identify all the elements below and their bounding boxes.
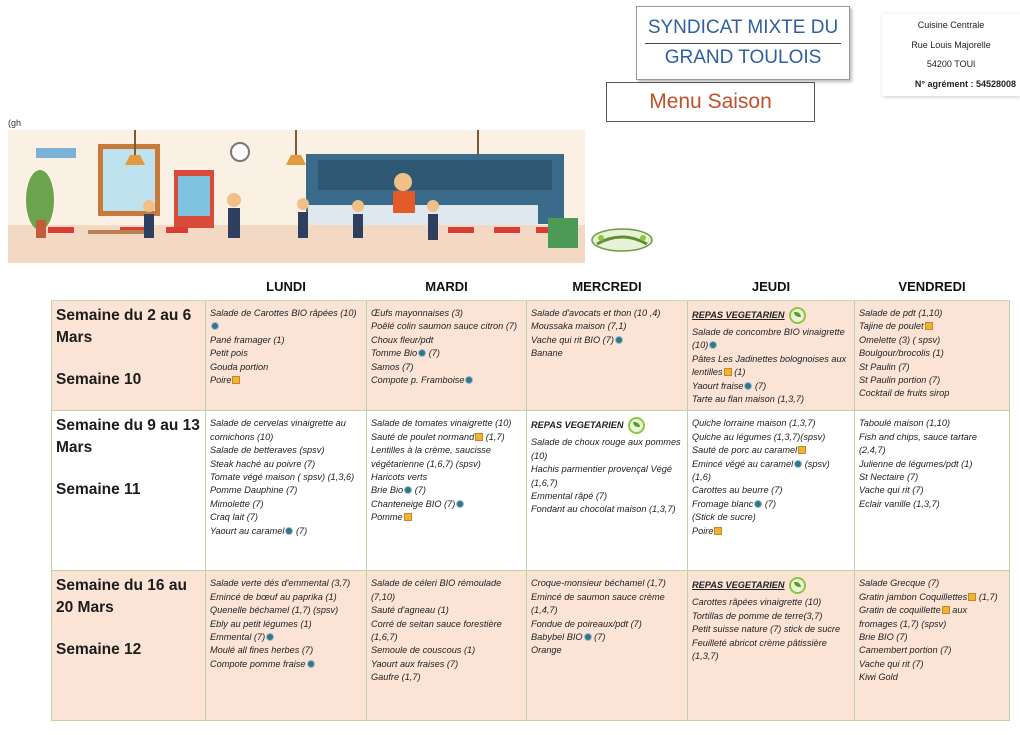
bio-label-icon bbox=[584, 633, 592, 641]
menu-item-text: Salade verte dés d'emmental (3,7) bbox=[210, 578, 351, 589]
day-header: MERCREDI bbox=[527, 273, 688, 301]
day-menu-cell bbox=[206, 301, 367, 411]
day-menu-cell bbox=[855, 571, 1010, 721]
menu-item bbox=[859, 591, 1005, 604]
day-menu-cell bbox=[527, 571, 688, 721]
menu-item bbox=[531, 320, 683, 333]
menu-item-text: Vache qui rit (7) bbox=[859, 658, 924, 669]
menu-item bbox=[210, 458, 362, 471]
menu-item bbox=[692, 596, 850, 609]
menu-item-text: Lentilles à la crème, saucisse végétarienne (1,6,7) (spsv) bbox=[371, 445, 492, 469]
menu-item bbox=[210, 604, 362, 617]
day-menu-cell bbox=[527, 411, 688, 571]
menu-item bbox=[210, 577, 362, 590]
menu-item-text: St Nectaire (7) bbox=[859, 472, 919, 483]
menu-item-text: Brie Bio bbox=[371, 485, 404, 496]
menu-item bbox=[210, 361, 362, 374]
agrement-number: N° agrément : 54528008 bbox=[914, 78, 1016, 89]
menu-item bbox=[531, 618, 683, 631]
menu-item bbox=[692, 525, 850, 538]
menu-item-text: Sauté de porc au caramel bbox=[692, 445, 798, 456]
menu-item bbox=[210, 498, 362, 511]
menu-item bbox=[859, 577, 1005, 590]
menu-item-text: Gouda portion bbox=[210, 361, 269, 372]
menu-item bbox=[210, 658, 362, 671]
menu-item-text: Compote pomme fraise bbox=[210, 658, 306, 669]
menu-item bbox=[859, 644, 1005, 657]
menu-item-text: Vache qui rit BIO (7) bbox=[531, 334, 614, 345]
menu-item-text: Brie BIO (7) bbox=[859, 632, 908, 643]
local-product-icon bbox=[232, 376, 240, 384]
menu-item-text: Salade de céleri BIO rémoulade (7,10) bbox=[371, 578, 502, 602]
menu-item-text: Sauté d'agneau (1) bbox=[371, 605, 449, 616]
menu-item-text: Choux fleur/pdt bbox=[371, 334, 434, 345]
menu-item-text: St Paulin portion (7) bbox=[859, 375, 941, 386]
menu-item bbox=[692, 353, 850, 380]
day-menu-cell bbox=[688, 301, 855, 411]
menu-item-text: Babybel BIO bbox=[531, 632, 583, 643]
menu-item-text: Salade d'avocats et thon (10 ,4) bbox=[531, 308, 661, 318]
bio-label-icon bbox=[754, 500, 762, 508]
menu-item-text: Camembert portion (7) bbox=[859, 645, 952, 656]
menu-item-text: Vache qui rit (7) bbox=[859, 485, 924, 496]
menu-item-text: Compote p. Framboise bbox=[371, 375, 465, 386]
menu-item bbox=[210, 618, 362, 631]
menu-item bbox=[692, 380, 850, 393]
vegetarian-leaf-icon bbox=[789, 577, 806, 594]
menu-item-text: Sauté de poulet normand bbox=[371, 431, 475, 442]
menu-item-suffix: (7) bbox=[764, 498, 777, 509]
bio-label-icon bbox=[709, 341, 717, 349]
menu-item bbox=[371, 618, 522, 645]
menu-item bbox=[531, 307, 683, 320]
menu-item bbox=[371, 361, 522, 374]
bio-label-icon bbox=[456, 500, 464, 508]
menu-item-suffix: (1) bbox=[734, 367, 746, 378]
menu-item-text: Salade de cervelas vinaigrette au cornichons (10) bbox=[210, 418, 346, 442]
organization-title-box bbox=[636, 6, 850, 80]
week-row bbox=[52, 301, 1010, 411]
menu-item bbox=[371, 577, 522, 604]
menu-item-suffix: (1,7) bbox=[485, 431, 505, 442]
menu-item bbox=[210, 631, 362, 644]
vegetarian-meal-banner bbox=[692, 307, 850, 324]
menu-item bbox=[859, 347, 1005, 360]
menu-item-text: Fondue de poireaux/pdt (7) bbox=[531, 618, 642, 629]
local-product-icon bbox=[968, 593, 976, 601]
menu-item bbox=[371, 347, 522, 360]
menu-item-suffix: (7) bbox=[594, 632, 606, 643]
menu-item-suffix: (spsv) (1,6) bbox=[692, 458, 830, 483]
address-line: Rue Louis Majorelle bbox=[911, 39, 991, 50]
week-dates: Semaine du 16 au 20 Mars bbox=[56, 577, 187, 617]
menu-item-text: Pomme Dauphine (7) bbox=[210, 485, 298, 496]
menu-item bbox=[692, 393, 850, 406]
organization-name-line2: GRAND TOULOIS bbox=[664, 47, 822, 68]
menu-item bbox=[371, 658, 522, 671]
title-divider bbox=[645, 43, 841, 44]
vegetarian-meal-banner bbox=[692, 577, 850, 594]
menu-item bbox=[859, 431, 1005, 458]
vegetarian-meal-banner bbox=[531, 417, 683, 434]
spring-logo bbox=[587, 218, 657, 262]
day-menu-cell bbox=[367, 571, 527, 721]
menu-item bbox=[371, 484, 522, 497]
day-menu-cell bbox=[367, 411, 527, 571]
weekly-menu-table bbox=[51, 273, 1010, 721]
menu-item bbox=[210, 374, 362, 387]
menu-item bbox=[692, 326, 850, 353]
menu-item-text: Salade de pdt (1,10) bbox=[859, 308, 943, 318]
address-line: Cuisine Centrale bbox=[917, 20, 985, 30]
menu-item-text: Tarte au flan maison (1,3,7) bbox=[692, 394, 805, 405]
day-menu-cell bbox=[527, 301, 688, 411]
menu-item bbox=[531, 334, 683, 347]
week-dates: Semaine du 9 au 13 Mars bbox=[56, 417, 200, 457]
menu-item-text: Tomme Bio bbox=[371, 348, 418, 359]
menu-item bbox=[210, 525, 362, 538]
menu-item-text: Quiche au légumes (1,3,7)(spsv) bbox=[692, 431, 826, 442]
menu-item-text: Petit pois bbox=[210, 348, 248, 359]
menu-item-text: Haricots verts bbox=[371, 472, 428, 483]
menu-item-text: Yaourt au caramel bbox=[210, 525, 285, 536]
menu-item-text: Gratin jambon Coquillettes bbox=[859, 591, 968, 602]
menu-item bbox=[531, 644, 683, 657]
menu-item-text: Croque-monsieur béchamel (1,7) bbox=[531, 578, 666, 589]
menu-item-text: Salade de tomates vinaigrette (10) bbox=[371, 418, 512, 429]
menu-item-text: Emincé de saumon sauce crème (1,4,7) bbox=[531, 591, 665, 616]
menu-item-suffix: (1,7) bbox=[978, 591, 998, 602]
menu-item-text: Kiwi Gold bbox=[859, 672, 898, 683]
menu-item bbox=[371, 431, 522, 444]
menu-item bbox=[692, 484, 850, 497]
menu-item-text: Steak haché au poivre (7) bbox=[210, 458, 316, 469]
day-header: LUNDI bbox=[206, 273, 367, 301]
menu-item bbox=[210, 307, 362, 334]
menu-item-text: Chanteneige BIO (7) bbox=[371, 498, 456, 509]
menu-item bbox=[371, 307, 522, 320]
menu-item-text: (Stick de sucre) bbox=[692, 512, 756, 523]
menu-item-text: Poire bbox=[210, 375, 232, 386]
menu-item-text: Omelette (3) ( spsv) bbox=[859, 334, 941, 345]
header-corner bbox=[52, 273, 206, 301]
bio-label-icon bbox=[615, 336, 623, 344]
menu-item bbox=[859, 498, 1005, 511]
menu-item bbox=[371, 374, 522, 387]
menu-item bbox=[859, 484, 1005, 497]
menu-item-text: Moussaka maison (7,1) bbox=[531, 321, 627, 332]
day-menu-cell bbox=[206, 571, 367, 721]
menu-item-text: Ebly au petit légumes (1) bbox=[210, 618, 312, 629]
menu-item-text: Salade de Carottes BIO râpées (10) bbox=[210, 308, 357, 318]
menu-item bbox=[692, 458, 850, 485]
week-label-cell bbox=[52, 411, 206, 571]
menu-item bbox=[371, 604, 522, 617]
day-menu-cell bbox=[688, 411, 855, 571]
menu-item-suffix: (7) bbox=[754, 380, 767, 391]
bio-label-icon bbox=[418, 349, 426, 357]
day-header: JEUDI bbox=[688, 273, 855, 301]
menu-item-text: Eclair vanille (1,3,7) bbox=[859, 498, 940, 509]
bio-label-icon bbox=[404, 486, 412, 494]
menu-item bbox=[371, 471, 522, 484]
menu-item bbox=[859, 471, 1005, 484]
menu-item-text: Carottes râpées vinaigrette (10) bbox=[692, 597, 822, 608]
menu-item bbox=[531, 463, 683, 490]
menu-item-text: Craq lait (7) bbox=[210, 512, 258, 523]
menu-item-text: Salade de betteraves (spsv) bbox=[210, 445, 325, 456]
menu-item bbox=[692, 637, 850, 664]
menu-item bbox=[859, 671, 1005, 684]
day-header-row bbox=[52, 273, 1010, 301]
menu-item-text: Carottes au beurre (7) bbox=[692, 485, 783, 496]
menu-item-suffix: (7) bbox=[414, 485, 426, 496]
menu-item-text: Emmental râpé (7) bbox=[531, 491, 608, 502]
menu-item-text: Quiche lorraine maison (1,3,7) bbox=[692, 418, 816, 429]
menu-item-text: Julienne de légumes/pdt (1) bbox=[859, 458, 973, 469]
menu-item bbox=[371, 444, 522, 471]
week-row bbox=[52, 571, 1010, 721]
menu-item bbox=[692, 511, 850, 524]
menu-item bbox=[692, 498, 850, 511]
week-label-cell bbox=[52, 301, 206, 411]
day-menu-cell bbox=[855, 411, 1010, 571]
menu-item-text: Banane bbox=[531, 348, 563, 359]
menu-item-text: Quenelle béchamel (1,7) (spsv) bbox=[210, 605, 339, 616]
menu-item-suffix: (7) bbox=[295, 525, 308, 536]
menu-item bbox=[210, 347, 362, 360]
address-line: 54200 TOUl bbox=[926, 59, 976, 69]
menu-item bbox=[531, 347, 683, 360]
menu-item-text: Poire bbox=[692, 525, 714, 536]
day-header: MARDI bbox=[367, 273, 527, 301]
menu-item bbox=[692, 444, 850, 457]
menu-item bbox=[531, 591, 683, 618]
week-number: Semaine 12 bbox=[56, 641, 142, 659]
address-block bbox=[882, 14, 1020, 96]
menu-item-text: Feuilleté abricot crème pâtissière (1,3,7) bbox=[692, 637, 827, 662]
menu-item bbox=[692, 610, 850, 623]
menu-item-text: Orange bbox=[531, 645, 562, 656]
vegetarian-leaf-icon bbox=[789, 307, 806, 324]
week-number: Semaine 11 bbox=[56, 481, 141, 499]
bio-label-icon bbox=[266, 633, 274, 641]
local-product-icon bbox=[798, 446, 806, 454]
menu-item-text: Corré de seitan sauce forestière (1,6,7) bbox=[371, 618, 502, 643]
menu-item bbox=[210, 334, 362, 347]
menu-item-text: Salade de choux rouge aux pommes (10) bbox=[531, 437, 681, 461]
menu-item bbox=[859, 374, 1005, 387]
bio-label-icon bbox=[285, 527, 293, 535]
menu-item-text: Pomme bbox=[371, 512, 403, 523]
week-number: Semaine 10 bbox=[56, 371, 142, 388]
menu-item bbox=[531, 503, 683, 516]
menu-item bbox=[859, 387, 1005, 400]
canteen-illustration bbox=[8, 130, 585, 263]
vegetarian-label: REPAS VEGETARIEN bbox=[531, 420, 624, 431]
menu-item-text: Fromage blanc bbox=[692, 498, 754, 509]
menu-item-text: Samos (7) bbox=[371, 361, 414, 372]
menu-item bbox=[371, 417, 522, 430]
menu-item bbox=[210, 417, 362, 444]
menu-item bbox=[859, 458, 1005, 471]
menu-item bbox=[692, 417, 850, 430]
menu-item bbox=[859, 361, 1005, 374]
organization-name-line1: SYNDICAT MIXTE DU bbox=[647, 17, 839, 38]
menu-item bbox=[371, 511, 522, 524]
menu-title: Menu Saison bbox=[606, 82, 815, 122]
menu-item bbox=[859, 334, 1005, 347]
menu-item bbox=[210, 644, 362, 657]
menu-item-text: Moulé all fines herbes (7) bbox=[210, 645, 314, 656]
day-menu-cell bbox=[367, 301, 527, 411]
day-header: VENDREDI bbox=[855, 273, 1010, 301]
menu-item bbox=[371, 320, 522, 333]
menu-item-text: Salade Grecque (7) bbox=[859, 578, 940, 589]
menu-item-text: Fish and chips, sauce tartare (2,4,7) bbox=[859, 431, 977, 456]
menu-item bbox=[371, 644, 522, 657]
menu-item-text: Emincé de bœuf au paprika (1) bbox=[210, 591, 337, 602]
menu-item bbox=[692, 623, 850, 636]
menu-item bbox=[531, 490, 683, 503]
menu-item-text: Pâtes Les Jadinettes bolognoises aux lentilles bbox=[692, 353, 847, 378]
menu-item-text: Tortillas de pomme de terre(3,7) bbox=[692, 610, 823, 621]
menu-item-text: St Paulin (7) bbox=[859, 361, 910, 372]
week-label-cell bbox=[52, 571, 206, 721]
menu-item bbox=[859, 307, 1005, 320]
local-product-icon bbox=[404, 513, 412, 521]
menu-item-text: Boulgour/brocolis (1) bbox=[859, 348, 944, 359]
bio-label-icon bbox=[307, 660, 315, 668]
bio-label-icon bbox=[211, 322, 219, 330]
menu-item bbox=[531, 577, 683, 590]
menu-item-suffix: (7) bbox=[428, 348, 440, 359]
day-menu-cell bbox=[688, 571, 855, 721]
menu-item-text: Fondant au chocolat maison (1,3,7) bbox=[531, 504, 676, 515]
menu-item bbox=[859, 604, 1005, 631]
menu-item bbox=[531, 631, 683, 644]
menu-item bbox=[210, 471, 362, 484]
menu-item-text: Taboulé maison (1,10) bbox=[859, 418, 951, 429]
menu-item-text: Yaourt aux fraises (7) bbox=[371, 658, 459, 669]
menu-item bbox=[371, 334, 522, 347]
menu-item-text: Cocktail de fruits sirop bbox=[859, 388, 950, 399]
day-menu-cell bbox=[206, 411, 367, 571]
bio-label-icon bbox=[465, 376, 473, 384]
local-product-icon bbox=[724, 368, 732, 376]
bio-label-icon bbox=[744, 382, 752, 390]
menu-item bbox=[210, 444, 362, 457]
menu-item-suffix: aux fromages (1,7) (spsv) bbox=[859, 605, 968, 629]
menu-item bbox=[859, 631, 1005, 644]
menu-item bbox=[859, 658, 1005, 671]
menu-item-text: Gaufre (1,7) bbox=[371, 672, 421, 683]
vegetarian-leaf-icon bbox=[628, 417, 645, 434]
menu-item-text: Mimolette (7) bbox=[210, 498, 264, 509]
menu-item bbox=[859, 320, 1005, 333]
menu-item bbox=[531, 436, 683, 463]
menu-item-text: Yaourt fraise bbox=[692, 380, 744, 391]
menu-item bbox=[859, 417, 1005, 430]
menu-item-text: Hachis parmentier provençal Végé (1,6,7) bbox=[531, 464, 672, 488]
vegetarian-label: REPAS VEGETARIEN bbox=[692, 309, 785, 320]
vegetarian-label: REPAS VEGETARIEN bbox=[692, 580, 785, 591]
menu-item-text: Emincé végé au caramel bbox=[692, 458, 794, 469]
menu-item bbox=[210, 484, 362, 497]
week-row bbox=[52, 411, 1010, 571]
menu-item-text: Petit suisse nature (7) stick de sucre bbox=[692, 624, 841, 635]
menu-item-text: Pané framager (1) bbox=[210, 334, 285, 345]
menu-item bbox=[371, 671, 522, 684]
menu-item-text: Salade de concombre BIO vinaigrette (10) bbox=[692, 327, 845, 351]
menu-item bbox=[692, 431, 850, 444]
menu-body bbox=[52, 301, 1010, 721]
menu-item-text: Semoule de couscous (1) bbox=[371, 645, 476, 656]
menu-item-text: Tomate végé maison ( spsv) (1,3,6) bbox=[210, 472, 355, 483]
bio-label-icon bbox=[794, 460, 802, 468]
week-dates: Semaine du 2 au 6 Mars bbox=[56, 307, 192, 346]
menu-item-text: Tajine de poulet bbox=[859, 321, 924, 332]
menu-item-text: Œufs mayonnaises (3) bbox=[371, 308, 463, 318]
menu-item-text: Poêlé colin saumon sauce citron (7) bbox=[371, 321, 518, 332]
small-code-text: (gh bbox=[8, 118, 22, 128]
local-product-icon bbox=[925, 322, 933, 330]
menu-item bbox=[371, 498, 522, 511]
menu-item bbox=[210, 591, 362, 604]
menu-item bbox=[210, 511, 362, 524]
local-product-icon bbox=[942, 606, 950, 614]
local-product-icon bbox=[475, 433, 483, 441]
local-product-icon bbox=[714, 527, 722, 535]
day-menu-cell bbox=[855, 301, 1010, 411]
menu-item-text: Emmental (7) bbox=[210, 632, 266, 643]
menu-item-text: Gratin de coquillette bbox=[859, 605, 941, 616]
